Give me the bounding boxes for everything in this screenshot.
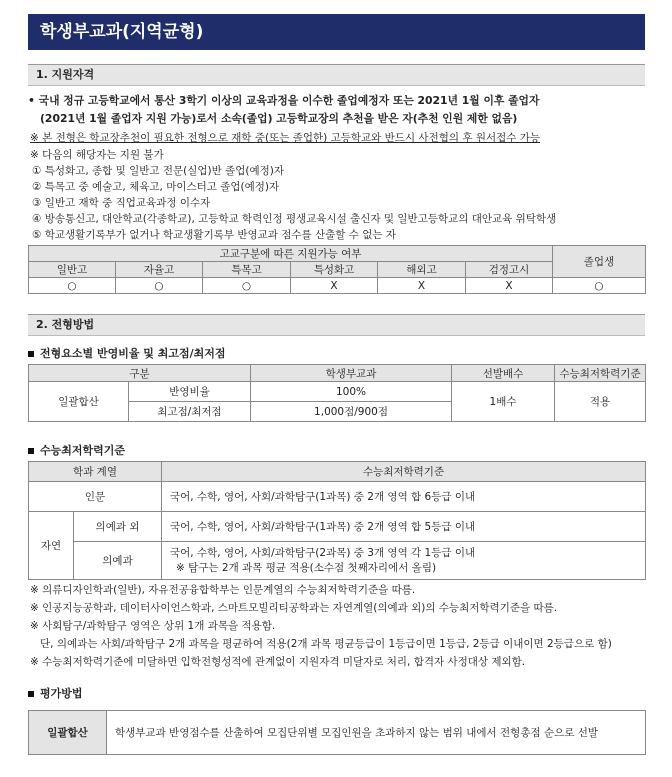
csat-note: 단, 의예과는 사회/과학탐구 2개 과목을 평균하여 적용(2개 과목 평균등급이 1등급이면 1등급, 2등급 이내이면 2등급으로 함) (30, 638, 612, 650)
school-type-header: 특목고 (203, 262, 291, 278)
ratio-label-score: 최고점/최저점 (129, 402, 251, 422)
csat-table (28, 461, 646, 580)
ratio-header-csat: 수능최저학력기준 (555, 365, 646, 382)
ineligible-item: ② 특목고 중 예술고, 체육고, 마이스터고 졸업(예정)자 (32, 181, 280, 193)
page-title: 학생부교과(지역균형) (28, 14, 645, 50)
csat-note: ※ 사회탐구/과학탐구 영역은 상위 1개 과목을 적용함. (30, 620, 276, 632)
section-heading-selection-method: 2. 전형방법 (28, 314, 645, 336)
square-bullet-icon (28, 448, 34, 454)
school-type-value: X (291, 278, 378, 294)
square-bullet-icon (28, 351, 34, 357)
school-type-header: 자율고 (116, 262, 203, 278)
eligibility-note-ineligible: ※ 다음의 해당자는 지원 불가 (30, 149, 164, 161)
ratio-header-school-record: 학생부교과 (251, 365, 452, 382)
csat-header-department: 학과 계열 (29, 462, 162, 482)
evaluation-table (28, 710, 646, 755)
ratio-header-multiple: 선발배수 (452, 365, 555, 382)
csat-non-medical-label: 의예과 외 (74, 512, 162, 542)
eligibility-main-line2: (2021년 1월 졸업자 지원 가능)로서 소속(졸업) 고등학교장의 추천을 받은 자(추천 인원 제한 없음) (40, 112, 518, 125)
ineligible-item: ③ 일반고 재학 중 직업교육과정 이수자 (32, 197, 211, 209)
school-type-value: ○ (203, 278, 291, 294)
csat-medical-label: 의예과 (74, 542, 162, 580)
subsection-title-ratio: 전형요소별 반영비율 및 최고점/최저점 (28, 346, 226, 362)
csat-medical-value: 국어, 수학, 영어, 사회/과학탐구(2과목) 중 3개 영역 각 1등급 이내 ※ 탐구는 2개 과목 평균 적용(소수점 첫째자리에서 올림) (162, 542, 646, 580)
csat-note: ※ 수능최저학력기준에 미달하면 입학전형성적에 관계없이 지원자격 미달자로 처리, 합격자 사정대상 제외함. (30, 656, 526, 668)
school-type-table (28, 245, 646, 294)
ratio-value-rate: 100% (251, 382, 452, 402)
school-type-group-header: 고교구분에 따른 지원가능 여부 (29, 246, 553, 262)
ineligible-item: ④ 방송통신고, 대안학교(각종학교), 고등학교 학력인정 평생교육시설 출신자 및 일반고등학교의 대안교육 위탁학생 (32, 213, 557, 225)
school-type-header: 해외고 (378, 262, 466, 278)
ratio-header-category: 구분 (29, 365, 251, 382)
section-heading-eligibility: 1. 지원자격 (28, 64, 645, 86)
ratio-label-rate: 반영비율 (129, 382, 251, 402)
csat-applied-value: 적용 (555, 382, 646, 422)
csat-note: ※ 인공지능공학과, 데이터사이언스학과, 스마트모빌리티공학과는 자연계열(의예과 외)의 수능최저학력기준을 따름. (30, 602, 558, 614)
evaluation-value: 학생부교과 반영점수를 산출하여 모집단위별 모집인원을 초과하지 않는 범위 내에서 전형총점 순으로 선발 (107, 711, 646, 755)
school-type-value: ○ (29, 278, 116, 294)
school-type-value: X (378, 278, 466, 294)
csat-note: ※ 의류디자인학과(일반), 자유전공융합학부는 인문계열의 수능최저학력기준을 따름. (30, 584, 416, 596)
ineligible-item: ⑤ 학교생활기록부가 없거나 학교생활기록부 반영교과 점수를 산출할 수 없는 자 (32, 229, 397, 241)
school-type-header: 특성화고 (291, 262, 378, 278)
graduate-value: ○ (553, 278, 646, 294)
subsection-title-evaluation: 평가방법 (28, 686, 83, 702)
school-type-value: ○ (116, 278, 203, 294)
csat-humanities-value: 국어, 수학, 영어, 사회/과학탐구(1과목) 중 2개 영역 합 6등급 이내 (162, 482, 646, 512)
square-bullet-icon (28, 691, 34, 697)
school-type-value: X (466, 278, 553, 294)
subsection-title-csat: 수능최저학력기준 (28, 443, 125, 459)
graduate-header: 졸업생 (553, 246, 646, 278)
eligibility-main-line1: • 국내 정규 고등학교에서 통산 3학기 이상의 교육과정을 이수한 졸업예정자 또는 2021년 1월 이후 졸업자 (28, 94, 540, 107)
school-type-header: 검정고시 (466, 262, 553, 278)
ratio-row-label: 일괄합산 (29, 382, 129, 422)
ratio-value-score: 1,000점/900점 (251, 402, 452, 422)
ineligible-item: ① 특성화고, 종합 및 일반고 전문(실업)반 졸업(예정)자 (32, 165, 285, 177)
selection-multiple-value: 1배수 (452, 382, 555, 422)
eligibility-note-recommendation: ※ 본 전형은 학교장추천이 필요한 전형으로 재학 중(또는 졸업한) 고등학교와 반드시 사전협의 후 원서접수 가능 (30, 132, 541, 144)
evaluation-label: 일괄합산 (29, 711, 107, 755)
csat-humanities-label: 인문 (29, 482, 162, 512)
csat-non-medical-value: 국어, 수학, 영어, 사회/과학탐구(1과목) 중 2개 영역 합 5등급 이내 (162, 512, 646, 542)
school-type-header: 일반고 (29, 262, 116, 278)
csat-header-standard: 수능최저학력기준 (162, 462, 646, 482)
ratio-table (28, 364, 646, 422)
csat-science-label: 자연 (29, 512, 74, 580)
